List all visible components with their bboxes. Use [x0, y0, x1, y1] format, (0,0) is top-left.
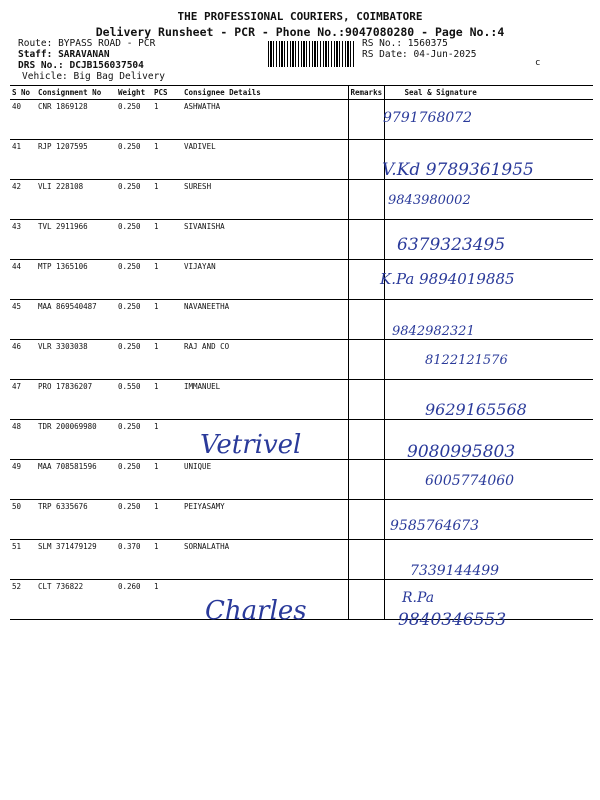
- route-value: BYPASS ROAD - PCR: [58, 38, 156, 49]
- cell-remarks: [348, 300, 384, 340]
- cell-consignment-no: MAA 708581596: [36, 460, 116, 500]
- cell-pcs: 1: [152, 580, 182, 620]
- cell-consignee: NAVANEETHA: [182, 300, 348, 340]
- cell-pcs: 1: [152, 540, 182, 580]
- cell-weight: 0.250: [116, 300, 152, 340]
- cell-pcs: 1: [152, 340, 182, 380]
- col-consignment: Consignment No: [36, 86, 116, 100]
- cell-consignee: SORNALATHA: [182, 540, 348, 580]
- cell-weight: 0.550: [116, 380, 152, 420]
- cell-remarks: [348, 220, 384, 260]
- col-consignee: Consignee Details: [182, 86, 348, 100]
- cell-remarks: [348, 420, 384, 460]
- handwritten-note: 9791768072: [383, 110, 473, 126]
- route-line: Route: BYPASS ROAD - PCR: [18, 38, 156, 49]
- cell-weight: 0.250: [116, 420, 152, 460]
- cell-remarks: [348, 380, 384, 420]
- handwritten-note: 6005774060: [425, 473, 515, 489]
- table-row: [10, 180, 593, 220]
- vehicle-value: Big Bag Delivery: [73, 71, 166, 82]
- vehicle-line: Vehicle: Big Bag Delivery: [22, 71, 166, 82]
- table-row: [10, 220, 593, 260]
- cell-remarks: [348, 260, 384, 300]
- cell-sno: 50: [10, 500, 36, 540]
- handwritten-note: 9629165568: [425, 400, 527, 419]
- cell-weight: 0.260: [116, 580, 152, 620]
- cell-consignee: IMMANUEL: [182, 380, 348, 420]
- cell-weight: 0.250: [116, 340, 152, 380]
- handwritten-note: 7339144499: [410, 563, 500, 579]
- barcode: [268, 41, 356, 67]
- cell-weight: 0.370: [116, 540, 152, 580]
- col-sno: S No: [10, 86, 36, 100]
- cell-consignment-no: RJP 1207595: [36, 140, 116, 180]
- company-title: THE PROFESSIONAL COURIERS, COIMBATORE: [177, 10, 423, 23]
- table-row: [10, 540, 593, 580]
- cell-pcs: 1: [152, 500, 182, 540]
- handwritten-note: R.Pa: [402, 590, 435, 606]
- handwritten-note: 9843980002: [388, 193, 471, 208]
- cell-weight: 0.250: [116, 180, 152, 220]
- cell-sno: 44: [10, 260, 36, 300]
- col-pcs: PCS: [152, 86, 182, 100]
- cell-consignment-no: VLR 3303038: [36, 340, 116, 380]
- handwritten-note: 8122121576: [425, 353, 508, 368]
- cell-consignee: RAJ AND CO: [182, 340, 348, 380]
- rs-date-line: RS Date: 04-Jun-2025: [362, 49, 477, 60]
- cell-remarks: [348, 340, 384, 380]
- cell-pcs: 1: [152, 460, 182, 500]
- rs-no-line: RS No.: 1560375: [362, 38, 448, 49]
- cell-remarks: [348, 180, 384, 220]
- cell-weight: 0.250: [116, 140, 152, 180]
- handwritten-note: 6379323495: [397, 235, 506, 255]
- staff-line: Staff: SARAVANAN: [18, 49, 110, 60]
- cell-remarks: [348, 580, 384, 620]
- corner-mark: c: [535, 58, 541, 68]
- cell-consignee: SIVANISHA: [182, 220, 348, 260]
- cell-sno: 52: [10, 580, 36, 620]
- cell-sno: 48: [10, 420, 36, 460]
- cell-pcs: 1: [152, 220, 182, 260]
- cell-consignee: PEIYASAMY: [182, 500, 348, 540]
- cell-consignee: SURESH: [182, 180, 348, 220]
- cell-sno: 49: [10, 460, 36, 500]
- cell-remarks: [348, 100, 384, 140]
- cell-remarks: [348, 140, 384, 180]
- handwritten-signature: Vetrivel: [200, 430, 302, 460]
- cell-pcs: 1: [152, 300, 182, 340]
- cell-remarks: [348, 540, 384, 580]
- cell-consignment-no: MAA 869540487: [36, 300, 116, 340]
- handwritten-note: 9585764673: [390, 518, 480, 534]
- cell-sno: 41: [10, 140, 36, 180]
- table-row: [10, 300, 593, 340]
- runsheet-title: Delivery Runsheet - PCR - Phone No.:9047080280 - Page No.:4: [95, 25, 505, 39]
- cell-sno: 45: [10, 300, 36, 340]
- cell-sno: 42: [10, 180, 36, 220]
- cell-sno: 51: [10, 540, 36, 580]
- cell-sno: 43: [10, 220, 36, 260]
- cell-sno: 40: [10, 100, 36, 140]
- cell-consignment-no: CLT 736822: [36, 580, 116, 620]
- cell-consignee: UNIQUE: [182, 460, 348, 500]
- col-remarks: Remarks: [348, 86, 384, 100]
- cell-pcs: 1: [152, 140, 182, 180]
- handwritten-note: V.Kd 9789361955: [382, 160, 534, 180]
- cell-remarks: [348, 500, 384, 540]
- cell-sno: 47: [10, 380, 36, 420]
- cell-consignment-no: MTP 1365106: [36, 260, 116, 300]
- cell-pcs: 1: [152, 260, 182, 300]
- cell-pcs: 1: [152, 180, 182, 220]
- cell-consignment-no: TDR 200069980: [36, 420, 116, 460]
- cell-weight: 0.250: [116, 460, 152, 500]
- cell-weight: 0.250: [116, 260, 152, 300]
- handwritten-note: 9842982321: [392, 324, 475, 339]
- cell-weight: 0.250: [116, 220, 152, 260]
- cell-pcs: 1: [152, 380, 182, 420]
- handwritten-note: 9840346553: [398, 610, 507, 630]
- drs-line: DRS No.: DCJB156037504: [18, 60, 144, 71]
- cell-consignee: ASHWATHA: [182, 100, 348, 140]
- table-row: [10, 100, 593, 140]
- cell-weight: 0.250: [116, 100, 152, 140]
- table-header-row: [10, 86, 593, 100]
- cell-consignee: VIJAYAN: [182, 260, 348, 300]
- cell-consignment-no: TVL 2911966: [36, 220, 116, 260]
- cell-consignment-no: VLI 228108: [36, 180, 116, 220]
- drs-value: DCJB156037504: [69, 60, 144, 71]
- cell-pcs: 1: [152, 100, 182, 140]
- staff-value: SARAVANAN: [58, 49, 110, 60]
- handwritten-note: 9080995803: [407, 442, 516, 462]
- handwritten-note: K.Pa 9894019885: [380, 270, 515, 288]
- cell-sno: 46: [10, 340, 36, 380]
- cell-remarks: [348, 460, 384, 500]
- cell-pcs: 1: [152, 420, 182, 460]
- handwritten-signature: Charles: [205, 596, 307, 626]
- rs-no-value: 1560375: [407, 38, 448, 49]
- col-signature: Seal & Signature: [384, 86, 593, 100]
- cell-consignee: VADIVEL: [182, 140, 348, 180]
- cell-consignment-no: PRO 17836207: [36, 380, 116, 420]
- col-weight: Weight: [116, 86, 152, 100]
- cell-consignment-no: CNR 1869128: [36, 100, 116, 140]
- table-row: [10, 500, 593, 540]
- rs-date-value: 04-Jun-2025: [413, 49, 477, 60]
- cell-consignment-no: SLM 371479129: [36, 540, 116, 580]
- cell-consignment-no: TRP 6335676: [36, 500, 116, 540]
- cell-weight: 0.250: [116, 500, 152, 540]
